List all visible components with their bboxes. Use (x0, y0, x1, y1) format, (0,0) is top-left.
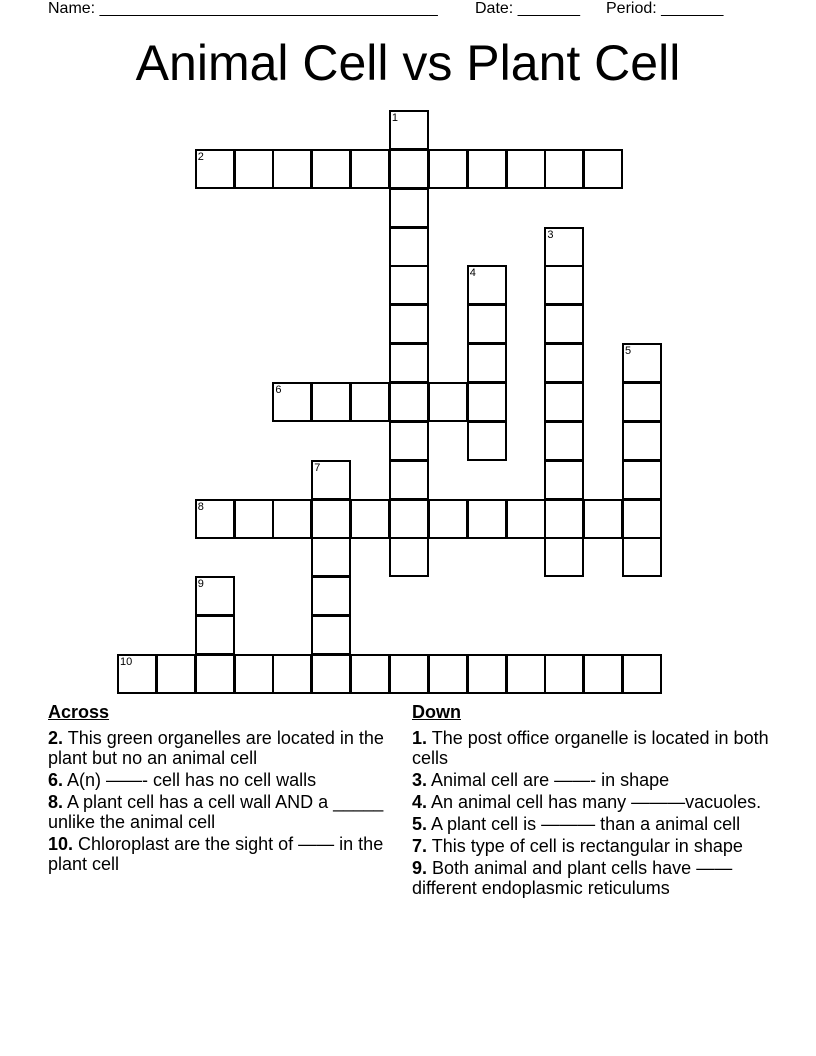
down-heading: Down (412, 702, 461, 722)
crossword-cell[interactable] (428, 149, 468, 189)
crossword-cell[interactable] (234, 499, 274, 539)
crossword-cell[interactable] (350, 654, 390, 694)
crossword-cell[interactable] (467, 343, 507, 383)
crossword-cell[interactable] (544, 460, 584, 500)
clue-down-3: 3. Animal cell are ——- in shape (412, 770, 670, 790)
crossword-cell[interactable] (622, 460, 662, 500)
crossword-cell[interactable] (544, 343, 584, 383)
crossword-cell[interactable] (272, 654, 312, 694)
crossword-cell[interactable] (195, 615, 235, 655)
crossword-cell[interactable] (389, 343, 429, 383)
crossword-cell[interactable] (350, 382, 390, 422)
clue-number: 2 (197, 150, 204, 163)
across-clues (48, 702, 388, 876)
crossword-cell[interactable] (544, 654, 584, 694)
crossword-cell[interactable] (467, 304, 507, 344)
crossword-cell[interactable] (428, 382, 468, 422)
crossword-cell[interactable] (389, 421, 429, 461)
crossword-cell[interactable] (389, 227, 429, 267)
clue-across-6: 6. A(n) ——- cell has no cell walls (48, 770, 317, 790)
page-title: Animal Cell vs Plant Cell (135, 35, 681, 91)
crossword-cell[interactable] (506, 654, 546, 694)
clue-across-8: 8. A plant cell has a cell wall AND a _____ unlike the animal cell (48, 792, 384, 832)
crossword-cell[interactable] (195, 654, 235, 694)
crossword-cell[interactable] (389, 460, 429, 500)
crossword-cell[interactable] (583, 654, 623, 694)
crossword-cell[interactable] (311, 382, 351, 422)
crossword-cell[interactable] (389, 304, 429, 344)
clue-number: 5 (625, 345, 632, 358)
clue-number: 10 (120, 655, 133, 668)
clue-number: 7 (314, 461, 321, 474)
crossword-cell[interactable] (389, 537, 429, 577)
crossword-cell[interactable] (467, 382, 507, 422)
clue-number: 9 (197, 578, 204, 591)
crossword-cell[interactable] (389, 382, 429, 422)
crossword-cell[interactable] (467, 499, 507, 539)
crossword-cell[interactable] (506, 149, 546, 189)
down-clues (412, 702, 772, 900)
clue-number: 3 (547, 228, 554, 241)
name-field-label: Name: ______________________________________ (48, 0, 438, 17)
date-field-label: Date: _______ (475, 0, 580, 17)
crossword-cell[interactable] (311, 499, 351, 539)
period-field-label: Period: _______ (606, 0, 724, 17)
clue-down-4: 4. An animal cell has many ———vacuoles. (412, 792, 762, 812)
crossword-cell[interactable] (544, 149, 584, 189)
crossword-cell[interactable] (311, 615, 351, 655)
crossword-cell[interactable] (428, 654, 468, 694)
crossword-cell[interactable] (156, 654, 196, 694)
crossword-cell[interactable] (467, 149, 507, 189)
clue-across-10: 10. Chloroplast are the sight of —— in the plant cell (48, 834, 384, 874)
crossword-cell[interactable] (467, 421, 507, 461)
crossword-cell[interactable] (544, 421, 584, 461)
across-heading: Across (48, 702, 110, 722)
clue-down-1: 1. The post office organelle is located in both cells (412, 728, 769, 768)
crossword-cell[interactable] (622, 654, 662, 694)
crossword-cell[interactable] (389, 265, 429, 305)
crossword-cell[interactable] (234, 149, 274, 189)
crossword-cell[interactable] (428, 499, 468, 539)
crossword-cell[interactable] (544, 265, 584, 305)
crossword-cell[interactable] (622, 537, 662, 577)
crossword-cell[interactable] (389, 654, 429, 694)
clue-down-5: 5. A plant cell is ——— than a animal cell (412, 814, 741, 834)
crossword-cell[interactable] (389, 499, 429, 539)
crossword-cell[interactable] (311, 576, 351, 616)
crossword-cell[interactable] (389, 188, 429, 228)
crossword-cell[interactable] (467, 654, 507, 694)
clue-down-9: 9. Both animal and plant cells have —— different endoplasmic reticulums (412, 858, 733, 898)
clue-number: 4 (469, 267, 476, 280)
crossword-cell[interactable] (311, 654, 351, 694)
crossword-cell[interactable] (544, 304, 584, 344)
crossword-cell[interactable] (234, 654, 274, 694)
crossword-cell[interactable] (311, 537, 351, 577)
crossword-cell[interactable] (350, 499, 390, 539)
crossword-cell[interactable] (272, 149, 312, 189)
crossword-cell[interactable] (544, 499, 584, 539)
clue-number: 8 (197, 500, 204, 513)
crossword-cell[interactable] (506, 499, 546, 539)
crossword-cell[interactable] (622, 421, 662, 461)
crossword-cell[interactable] (389, 149, 429, 189)
crossword-cell[interactable] (544, 382, 584, 422)
crossword-cell[interactable] (583, 499, 623, 539)
crossword-cell[interactable] (311, 149, 351, 189)
crossword-cell[interactable] (622, 382, 662, 422)
crossword-cell[interactable] (622, 499, 662, 539)
clue-down-7: 7. This type of cell is rectangular in shape (412, 836, 743, 856)
clue-across-2: 2. This green organelles are located in the plant but no an animal cell (48, 728, 384, 768)
clue-number: 6 (275, 383, 282, 396)
crossword-cell[interactable] (544, 537, 584, 577)
clue-number: 1 (391, 112, 399, 124)
crossword-cell[interactable] (272, 499, 312, 539)
crossword-cell[interactable] (350, 149, 390, 189)
crossword-cell[interactable] (583, 149, 623, 189)
